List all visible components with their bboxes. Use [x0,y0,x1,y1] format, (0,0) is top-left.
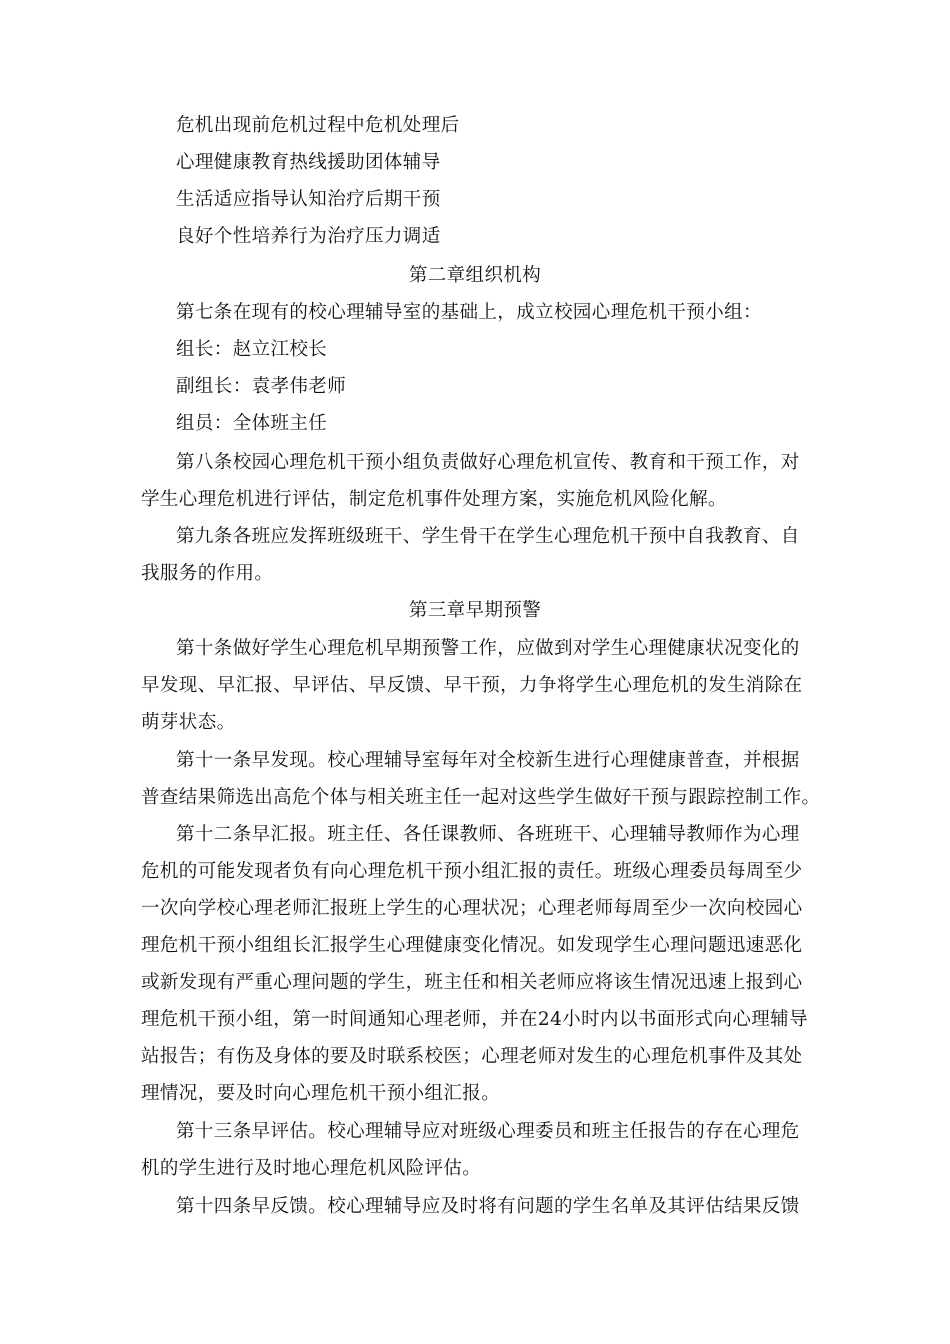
article-10-line-1: 第十条做好学生心理危机早期预警工作，应做到对学生心理健康状况变化的 [176,638,800,659]
article-12-line-6: 理危机干预小组，第一时间通知心理老师，并在24小时内以书面形式向心理辅导 [141,1009,808,1030]
article-10-line-3: 萌芽状态。 [141,712,236,733]
article-12-line-7: 站报告；有伤及身体的要及时联系校医；心理老师对发生的心理危机事件及其处 [141,1046,803,1067]
flow-row-1: 危机出现前危机过程中危机处理后 [176,115,460,136]
article-12-line-4: 理危机干预小组组长汇报学生心理健康变化情况。如发现学生心理问题迅速恶化 [141,935,803,956]
article-13-line-1: 第十三条早评估。校心理辅导应对班级心理委员和班主任报告的存在心理危 [176,1121,800,1142]
article-12-line-8: 理情况，要及时向心理危机干预小组汇报。 [141,1083,501,1104]
flow-row-3: 生活适应指导认知治疗后期干预 [176,189,441,210]
article-9-line-1: 第九条各班应发挥班级班干、学生骨干在学生心理危机干预中自我教育、自 [176,526,800,547]
flow-row-4: 良好个性培养行为治疗压力调适 [176,226,441,247]
article-8-line-1: 第八条校园心理危机干预小组负责做好心理危机宣传、教育和干预工作，对 [176,452,800,473]
group-members: 组员：全体班主任 [176,413,328,434]
flow-row-2: 心理健康教育热线援助团体辅导 [176,152,441,173]
deputy-leader: 副组长：袁孝伟老师 [176,376,347,397]
article-11-line-2: 普查结果筛选出高危个体与相关班主任一起对这些学生做好干预与跟踪控制工作。 [141,787,821,808]
chapter-2-heading: 第二章组织机构 [408,265,542,286]
article-10-line-2: 早发现、早汇报、早评估、早反馈、早干预，力争将学生心理危机的发生消除在 [141,675,803,696]
article-14-line-1: 第十四条早反馈。校心理辅导应及时将有问题的学生名单及其评估结果反馈 [176,1196,800,1217]
article-12-line-2: 危机的可能发现者负有向心理危机干预小组汇报的责任。班级心理委员每周至少 [141,861,803,882]
article-9-line-2: 我服务的作用。 [141,563,274,584]
article-8-line-2: 学生心理危机进行评估，制定危机事件处理方案，实施危机风险化解。 [141,489,727,510]
article-13-line-2: 机的学生进行及时地心理危机风险评估。 [141,1158,482,1179]
article-12-line-1: 第十二条早汇报。班主任、各任课教师、各班班干、心理辅导教师作为心理 [176,824,800,845]
group-leader: 组长：赵立江校长 [176,339,328,360]
article-12-line-5: 或新发现有严重心理问题的学生，班主任和相关老师应将该生情况迅速上报到心 [141,972,803,993]
chapter-3-heading: 第三章早期预警 [408,600,542,621]
article-11-line-1: 第十一条早发现。校心理辅导室每年对全校新生进行心理健康普查，并根据 [176,750,800,771]
article-12-line-3: 一次向学校心理老师汇报班上学生的心理状况；心理老师每周至少一次向校园心 [141,898,803,919]
article-7: 第七条在现有的校心理辅导室的基础上，成立校园心理危机干预小组： [176,302,762,323]
